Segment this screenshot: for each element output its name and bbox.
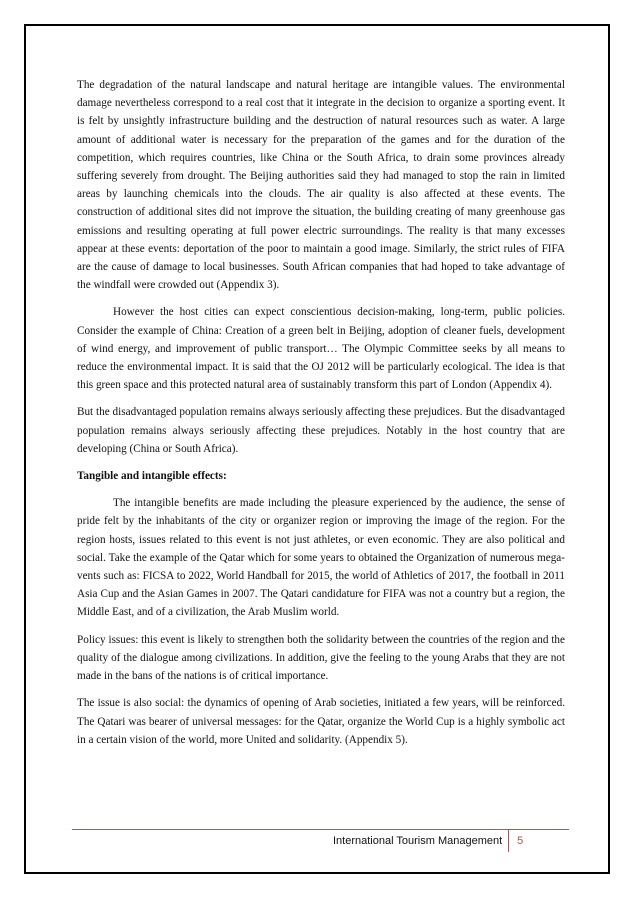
section-heading-tangible-intangible: Tangible and intangible effects: — [77, 470, 227, 483]
page-number: 5 — [517, 835, 524, 847]
page-footer — [333, 830, 523, 852]
footer-separator — [508, 830, 509, 852]
paragraph-intangible-benefits: The intangible benefits are made including the pleasure experienced by the audience, the sense of pride felt by the inhabitants of the city or organizer region or improving the image of the region. For the region hosts, issues related to this event is not just athletes, or even economic. They are also political and social. Take the example of the Qatar which for some years to obtained the Organization of numerous mega-vents such as: FICSA to 2022, World Handball for 2015, the world of Athletics of 2017, the football in 2011 Asia Cup and the Asian Games in 2007. The Qatari candidature for FIFA was not a country but a region, the Middle East, and of a civilization, the Arab Muslim world. — [77, 497, 565, 619]
footer-title: International Tourism Management — [333, 835, 503, 847]
paragraph-host-cities: However the host cities can expect conscientious decision-making, long-term, public policies. Consider the example of China: Creation of a green belt in Beijing, adoption of cleaner fuels, development of wind energy, and improvement of public transport… The Olympic Committee seeks by all means to reduce the environmental impact. It is said that the OJ 2012 will be particularly ecological. The idea is that this green space and this protected natural area of sustainably transform this part of London (Appendix 4). — [77, 306, 565, 392]
paragraph-social-issue: The issue is also social: the dynamics of opening of Arab societies, initiated a few years, will be reinforced. The Qatari was bearer of universal messages: for the Qatar, organize the World Cup is a highly symbolic act in a certain vision of the world, more United and solidarity. (Appendix 5). — [77, 697, 565, 746]
document-body — [77, 76, 565, 758]
paragraph-policy-issues: Policy issues: this event is likely to strengthen both the solidarity between the countries of the region and the quality of the dialogue among civilizations. In addition, give the feeling to the young Arabs that they are not made in the bans of the nations is of critical importance. — [77, 633, 565, 683]
paragraph-disadvantaged-population: But the disadvantaged population remains always seriously affecting these prejudices. But the disadvantaged population remains always seriously affecting these prejudices. Notably in the host country that are developing (China or South Africa). — [77, 406, 565, 455]
paragraph-environmental-damage: The degradation of the natural landscape and natural heritage are intangible values. The environmental damage nevertheless correspond to a real cost that it integrate in the decision to organize a sporting event. It is felt by unsightly infrastructure building and the destruction of natural resources such as water. A large amount of additional water is necessary for the preparation of the games and for the duration of the competition, which requires countries, like China or the South Africa, to drain some provinces already suffering severely from drought. The Beijing authorities said they had managed to stop the rain in limited areas by launching chemicals into the clouds. The air quality is also affected at these events. The construction of additional sites did not improve the situation, the building creating of many greenhouse gas emissions and resulting operating at full power electric surroundings. The reality is that many excesses appear at these events: deportation of the poor to maintain a good image. Similarly, the strict rules of FIFA are the cause of damage to local businesses. South African companies that had hoped to take advantage of the windfall were crowded out (Appendix 3). — [77, 79, 565, 292]
